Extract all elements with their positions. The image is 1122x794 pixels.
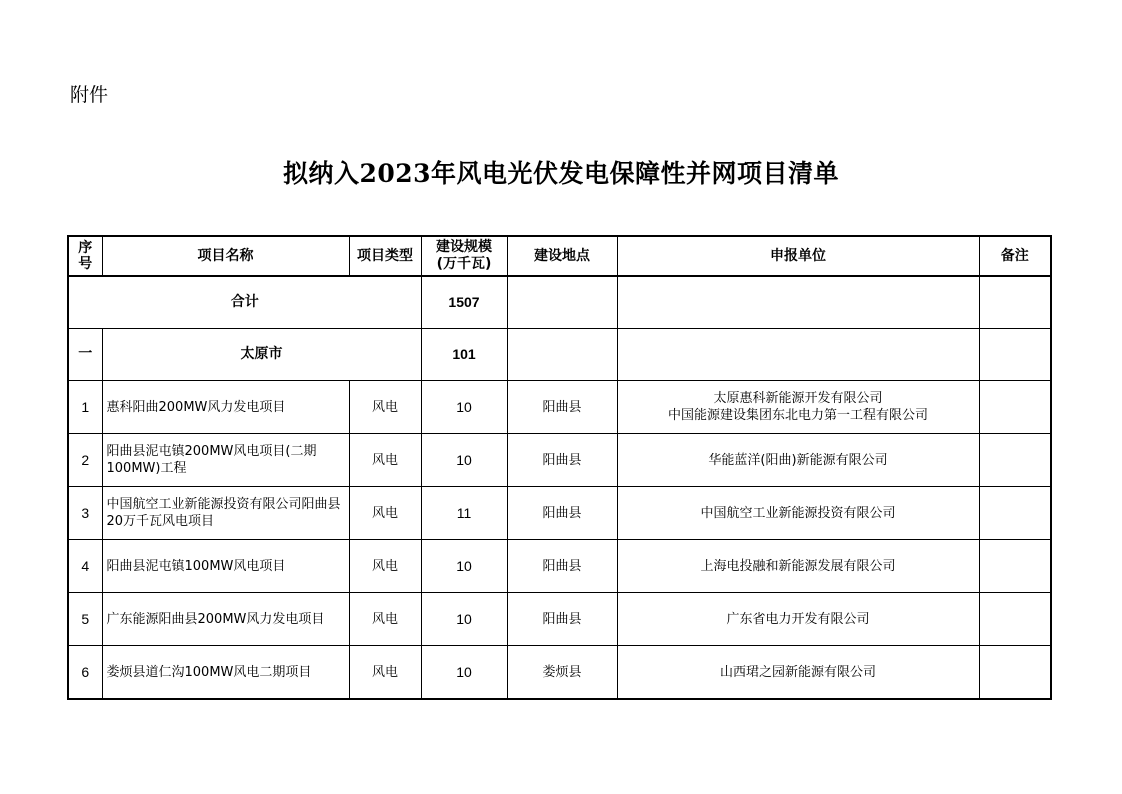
row-no: 6 — [68, 646, 102, 700]
row-unit: 广东省电力开发有限公司 — [617, 593, 979, 646]
group-remark — [979, 329, 1051, 381]
group-no: 一 — [68, 329, 102, 381]
row-unit: 太原惠科新能源开发有限公司 中国能源建设集团东北电力第一工程有限公司 — [617, 381, 979, 434]
row-type: 风电 — [349, 540, 421, 593]
row-name: 阳曲县泥屯镇100MW风电项目 — [102, 540, 349, 593]
table-row — [68, 646, 1051, 700]
table-header-row — [68, 236, 1051, 276]
row-unit: 山西珺之园新能源有限公司 — [617, 646, 979, 700]
attachment-label: 附件 — [70, 84, 109, 106]
header-type: 项目类型 — [349, 236, 421, 276]
row-location: 阳曲县 — [507, 381, 617, 434]
row-unit: 中国航空工业新能源投资有限公司 — [617, 487, 979, 540]
project-list-table — [67, 235, 1052, 700]
row-name: 广东能源阳曲县200MW风力发电项目 — [102, 593, 349, 646]
table-row — [68, 381, 1051, 434]
total-location — [507, 276, 617, 329]
total-row — [68, 276, 1051, 329]
row-scale: 10 — [421, 646, 507, 700]
row-name: 中国航空工业新能源投资有限公司阳曲县20万千瓦风电项目 — [102, 487, 349, 540]
row-no: 2 — [68, 434, 102, 487]
table-row — [68, 487, 1051, 540]
row-scale: 10 — [421, 593, 507, 646]
row-type: 风电 — [349, 381, 421, 434]
header-no: 序 号 — [68, 236, 102, 276]
row-type: 风电 — [349, 646, 421, 700]
row-type: 风电 — [349, 593, 421, 646]
row-no: 4 — [68, 540, 102, 593]
header-scale: 建设规模 (万千瓦) — [421, 236, 507, 276]
row-no: 3 — [68, 487, 102, 540]
table-row — [68, 540, 1051, 593]
group-name: 太原市 — [102, 329, 421, 381]
row-location: 阳曲县 — [507, 593, 617, 646]
row-scale: 11 — [421, 487, 507, 540]
row-unit: 华能蓝洋(阳曲)新能源有限公司 — [617, 434, 979, 487]
row-name: 阳曲县泥屯镇200MW风电项目(二期100MW)工程 — [102, 434, 349, 487]
row-name: 惠科阳曲200MW风力发电项目 — [102, 381, 349, 434]
row-type: 风电 — [349, 487, 421, 540]
row-remark — [979, 381, 1051, 434]
header-unit: 申报单位 — [617, 236, 979, 276]
row-location: 阳曲县 — [507, 540, 617, 593]
row-scale: 10 — [421, 434, 507, 487]
row-remark — [979, 540, 1051, 593]
table-row — [68, 593, 1051, 646]
group-unit — [617, 329, 979, 381]
header-location: 建设地点 — [507, 236, 617, 276]
row-type: 风电 — [349, 434, 421, 487]
row-remark — [979, 593, 1051, 646]
row-no: 5 — [68, 593, 102, 646]
total-unit — [617, 276, 979, 329]
project-rows — [68, 381, 1051, 700]
total-label: 合计 — [68, 276, 421, 329]
row-location: 阳曲县 — [507, 487, 617, 540]
row-scale: 10 — [421, 381, 507, 434]
header-remark: 备注 — [979, 236, 1051, 276]
row-location: 阳曲县 — [507, 434, 617, 487]
total-scale: 1507 — [421, 276, 507, 329]
header-name: 项目名称 — [102, 236, 349, 276]
row-remark — [979, 434, 1051, 487]
table-row — [68, 434, 1051, 487]
row-scale: 10 — [421, 540, 507, 593]
row-unit: 上海电投融和新能源发展有限公司 — [617, 540, 979, 593]
row-remark — [979, 487, 1051, 540]
document-title: 拟纳入2023年风电光伏发电保障性并网项目清单 — [282, 159, 840, 188]
row-location: 娄烦县 — [507, 646, 617, 700]
group-row — [68, 329, 1051, 381]
row-remark — [979, 646, 1051, 700]
group-location — [507, 329, 617, 381]
total-remark — [979, 276, 1051, 329]
row-no: 1 — [68, 381, 102, 434]
row-name: 娄烦县道仁沟100MW风电二期项目 — [102, 646, 349, 700]
group-scale: 101 — [421, 329, 507, 381]
